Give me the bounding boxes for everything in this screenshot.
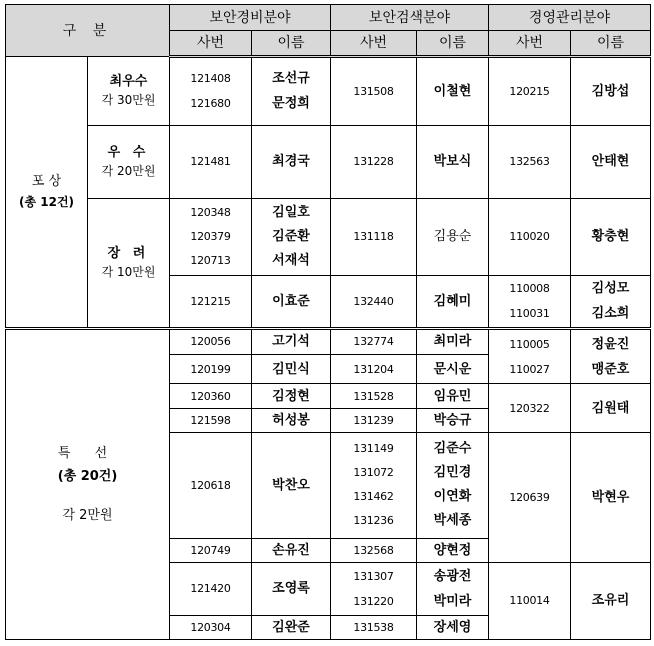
employee-id: 121598: [170, 408, 252, 432]
employee-name: 김방섭: [571, 57, 651, 126]
employee-id: 120348: [190, 205, 231, 219]
special-amount: 각 2만원: [62, 507, 113, 523]
employee-id: 131462: [353, 490, 394, 504]
employee-name: 양현정: [417, 538, 489, 562]
employee-id: 131528: [331, 384, 417, 408]
employee-id: 110014: [489, 562, 571, 639]
special-r7-d2-ids: [331, 562, 417, 615]
employee-id: 131307: [353, 569, 394, 583]
employee-id: 132774: [331, 328, 417, 354]
employee-name: 김민식: [252, 355, 331, 384]
employee-name: 김정현: [252, 384, 331, 408]
header-name: 이름: [417, 31, 489, 57]
tier-encourage-name: 장 려: [107, 246, 150, 262]
tier-best: [88, 57, 170, 126]
employee-name: 박현우: [571, 433, 651, 563]
employee-name: 맹준호: [591, 361, 630, 377]
employee-name: 이연화: [433, 489, 472, 505]
employee-id: 121481: [170, 125, 252, 198]
employee-name: 박찬오: [252, 433, 331, 538]
reward-total: (총 12건): [18, 195, 75, 210]
employee-name: 박보식: [417, 125, 489, 198]
employee-id: 132440: [331, 275, 417, 328]
special-label: 특 선: [57, 445, 118, 461]
employee-id: 110027: [509, 362, 550, 376]
employee-id: 120360: [170, 384, 252, 408]
tier-best-amount: 각 30만원: [101, 93, 156, 108]
employee-id: 120199: [170, 355, 252, 384]
employee-id: 120215: [489, 57, 571, 126]
employee-name: 박승규: [417, 408, 489, 432]
employee-name: 김성모: [591, 281, 630, 297]
employee-id: 131220: [353, 594, 394, 608]
employee-name: 안태현: [571, 125, 651, 198]
header-id: 사번: [489, 31, 571, 57]
employee-id: 121420: [170, 562, 252, 615]
employee-name: 조선규: [272, 71, 310, 87]
employee-id: 120713: [190, 253, 231, 267]
best-d1-ids: [170, 57, 252, 126]
employee-id: 110005: [509, 337, 550, 351]
special-r12-d3-names: [571, 328, 651, 384]
employee-id: 120379: [190, 229, 231, 243]
special-category: [6, 328, 170, 639]
employee-id: 121408: [190, 72, 231, 86]
header-id: 사번: [331, 31, 417, 57]
encourage-d1-ids: [170, 198, 252, 275]
encourage-d3-ids: [489, 275, 571, 328]
employee-name: 황충현: [571, 198, 651, 275]
special-total: (총 20건): [57, 468, 118, 484]
tier-excellent: [88, 125, 170, 198]
employee-id: 131118: [331, 198, 417, 275]
tier-encourage-amount: 각 10만원: [101, 265, 156, 280]
employee-name: 김준수: [433, 441, 472, 457]
employee-id: 110031: [509, 307, 550, 321]
employee-name: 김민경: [433, 465, 472, 481]
employee-id: 131204: [331, 355, 417, 384]
employee-name: 김소희: [591, 306, 630, 322]
employee-name: 장세영: [417, 615, 489, 639]
employee-name: 문시운: [417, 355, 489, 384]
employee-name: 손유진: [252, 538, 331, 562]
employee-id: 110008: [509, 282, 550, 296]
employee-id: 120618: [170, 433, 252, 538]
reward-label: 포 상: [31, 174, 62, 190]
award-table: [5, 4, 651, 640]
header-id: 사번: [170, 31, 252, 57]
employee-id: 120639: [489, 433, 571, 563]
employee-id: 132563: [489, 125, 571, 198]
employee-name: 임유민: [417, 384, 489, 408]
employee-name: 조영록: [252, 562, 331, 615]
employee-name: 고기석: [252, 328, 331, 354]
employee-name: 김원태: [571, 384, 651, 433]
employee-name: 최경국: [252, 125, 331, 198]
employee-id: 110020: [489, 198, 571, 275]
tier-best-name: 최우수: [109, 74, 148, 90]
tier-excellent-amount: 각 20만원: [101, 164, 156, 179]
tier-encourage: [88, 198, 170, 328]
employee-id: 131239: [331, 408, 417, 432]
employee-id: 131072: [353, 466, 394, 480]
employee-name: 정윤진: [591, 336, 630, 352]
employee-name: 김혜미: [417, 275, 489, 328]
employee-id: 120322: [489, 384, 571, 433]
employee-name: 김완준: [252, 615, 331, 639]
employee-id: 131538: [331, 615, 417, 639]
header-category: 구 분: [6, 5, 170, 57]
reward-category: [6, 57, 88, 329]
special-r12-d3-ids: [489, 328, 571, 384]
employee-id: 120304: [170, 615, 252, 639]
employee-name: 박세종: [433, 513, 472, 529]
employee-id: 120056: [170, 328, 252, 354]
employee-name: 문정희: [272, 96, 310, 112]
special-r5-d2-ids: [331, 433, 417, 538]
encourage-d3-names: [571, 275, 651, 328]
header-management: 경영관리분야: [489, 5, 651, 31]
employee-name: 송광전: [433, 568, 472, 584]
employee-id: 121680: [190, 97, 231, 111]
encourage-d1-names: [252, 198, 331, 275]
employee-id: 121215: [170, 275, 252, 328]
employee-id: 131228: [331, 125, 417, 198]
header-security-screening: 보안검색분야: [331, 5, 489, 31]
employee-name: 김준환: [272, 228, 310, 244]
employee-name: 서재석: [272, 252, 310, 268]
employee-name: 김일호: [272, 204, 310, 220]
header-name: 이름: [571, 31, 651, 57]
header-security-guard: 보안경비분야: [170, 5, 331, 31]
employee-name: 김용순: [417, 198, 489, 275]
employee-name: 이철현: [417, 57, 489, 126]
employee-name: 이효준: [252, 275, 331, 328]
special-r7-d2-names: [417, 562, 489, 615]
tier-excellent-name: 우 수: [107, 145, 150, 161]
employee-name: 허성봉: [252, 408, 331, 432]
employee-id: 131236: [353, 514, 394, 528]
header-name: 이름: [252, 31, 331, 57]
employee-id: 131149: [353, 442, 394, 456]
employee-id: 131508: [331, 57, 417, 126]
employee-name: 박미라: [433, 593, 472, 609]
special-r5-d2-names: [417, 433, 489, 538]
employee-id: 132568: [331, 538, 417, 562]
best-d1-names: [252, 57, 331, 126]
employee-name: 최미라: [417, 328, 489, 354]
employee-name: 조유리: [571, 562, 651, 639]
employee-id: 120749: [170, 538, 252, 562]
